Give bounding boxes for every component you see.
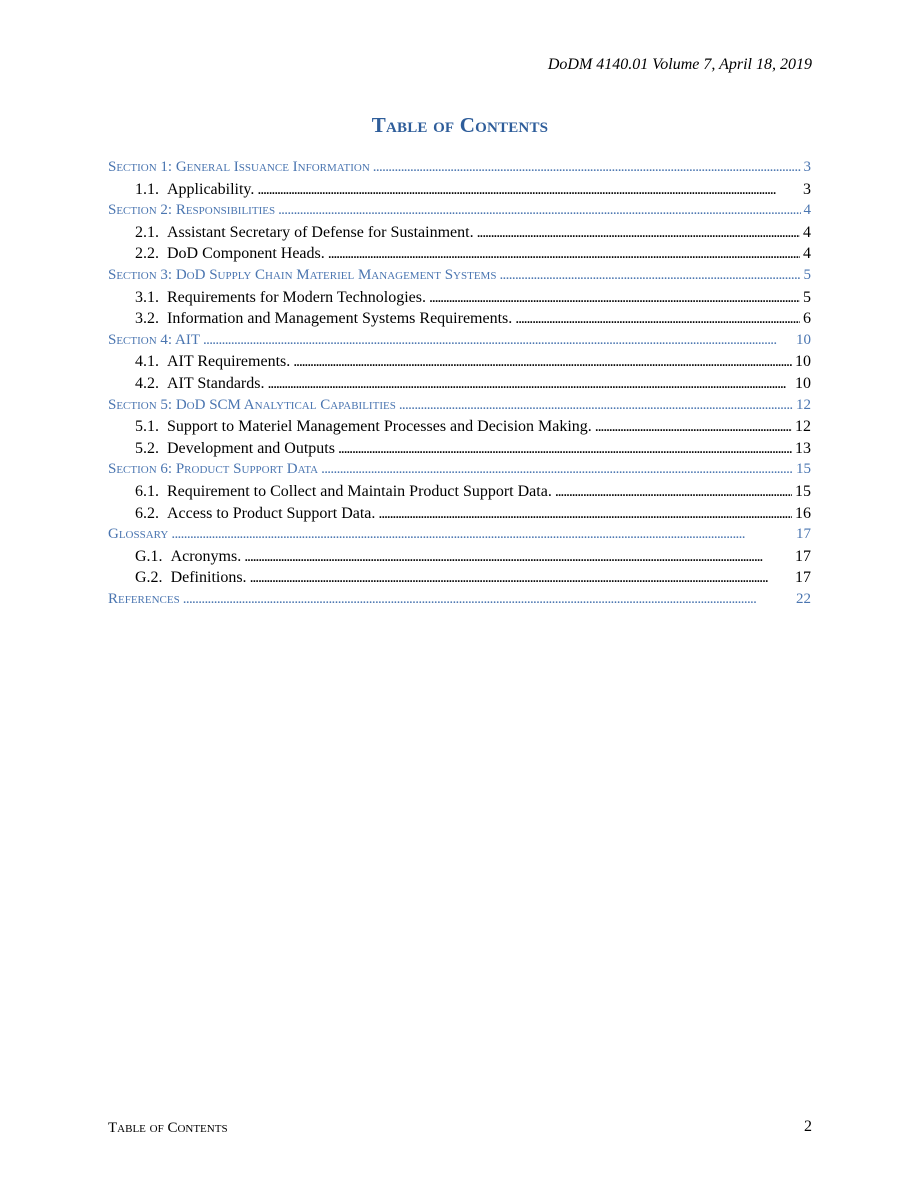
toc-subsection-link[interactable] [108, 546, 811, 568]
toc-entry-label: Support to Materiel Management Processes and Decision Making. [167, 418, 592, 436]
dot-leader [293, 351, 792, 373]
toc-entry-label: Section 3: DoD Supply Chain Materiel Management Systems [108, 266, 497, 283]
toc-entry-number: 4.1. [135, 353, 159, 371]
toc-entry-page: 22 [796, 590, 811, 607]
toc-subsection-link[interactable] [108, 179, 811, 201]
toc-entry-label: Access to Product Support Data. [167, 504, 376, 522]
dot-leader [477, 222, 800, 244]
footer-section-name: Table of Contents [108, 1120, 228, 1136]
toc-entry-label: Glossary [108, 526, 169, 543]
toc-entry-number: 5.1. [135, 418, 159, 436]
toc-section-link[interactable] [108, 589, 811, 611]
toc-entry-page: 17 [796, 526, 811, 543]
dot-leader [328, 243, 800, 265]
toc-entry-page: 17 [795, 569, 811, 587]
toc-section-link[interactable] [108, 200, 811, 222]
toc-entry-page: 16 [795, 504, 811, 522]
running-header: DoDM 4140.01 Volume 7, April 18, 2019 [547, 56, 812, 73]
toc-subsection-link[interactable] [108, 222, 811, 244]
dot-leader [250, 567, 792, 589]
toc-subsection-link[interactable] [108, 373, 811, 395]
table-of-contents [108, 157, 811, 610]
toc-entry-page: 4 [803, 223, 811, 241]
toc-entry-page: 12 [796, 396, 811, 413]
toc-entry-page: 15 [796, 461, 811, 478]
toc-entry-label: Requirement to Collect and Maintain Product Support Data. [167, 482, 552, 500]
dot-leader [267, 373, 792, 395]
toc-subsection-link[interactable] [108, 567, 811, 589]
dot-leader [515, 308, 800, 330]
toc-subsection-link[interactable] [108, 416, 811, 438]
toc-entry-page: 6 [803, 310, 811, 328]
toc-entry-page: 10 [795, 353, 811, 371]
dot-leader [244, 546, 792, 568]
toc-subsection-link[interactable] [108, 438, 811, 460]
toc-entry-label: Section 5: DoD SCM Analytical Capabilities [108, 396, 396, 413]
toc-entry-page: 13 [795, 439, 811, 457]
toc-entry-label: Requirements for Modern Technologies. [167, 288, 426, 306]
toc-entry-label: Section 4: AIT [108, 331, 200, 348]
toc-subsection-link[interactable] [108, 308, 811, 330]
toc-entry-page: 15 [795, 482, 811, 500]
toc-entry-number: 3.2. [135, 310, 159, 328]
toc-entry-page: 4 [803, 202, 811, 219]
toc-subsection-link[interactable] [108, 287, 811, 309]
toc-subsection-link[interactable] [108, 481, 811, 503]
toc-section-link[interactable] [108, 395, 811, 417]
toc-section-link[interactable] [108, 524, 811, 546]
dot-leader [278, 200, 800, 222]
toc-entry-number: G.2. [135, 569, 163, 587]
toc-section-link[interactable] [108, 265, 811, 287]
toc-entry-label: Information and Management Systems Requirements. [167, 310, 513, 328]
dot-leader [338, 438, 792, 460]
toc-section-link[interactable] [108, 459, 811, 481]
toc-entry-label: Applicability. [167, 180, 255, 198]
toc-entry-page: 12 [795, 418, 811, 436]
toc-entry-page: 5 [803, 288, 811, 306]
toc-title: Table of Contents [371, 113, 549, 137]
toc-entry-number: 4.2. [135, 374, 159, 392]
dot-leader [203, 330, 793, 352]
toc-entry-number: 3.1. [135, 288, 159, 306]
toc-entry-label: Section 1: General Issuance Information [108, 159, 370, 175]
toc-subsection-link[interactable] [108, 351, 811, 373]
toc-entry-label: DoD Component Heads. [167, 245, 325, 263]
dot-leader [373, 157, 801, 179]
toc-entry-label: Section 6: Product Support Data [108, 461, 319, 478]
dot-leader [499, 265, 800, 287]
toc-entry-page: 4 [803, 245, 811, 263]
toc-entry-page: 10 [795, 374, 811, 392]
toc-entry-number: 1.1. [135, 180, 159, 198]
dot-leader [429, 287, 800, 309]
toc-entry-number: 2.2. [135, 245, 159, 263]
dot-leader [399, 395, 793, 417]
toc-entry-number: G.1. [135, 547, 163, 565]
dot-leader [321, 459, 793, 481]
toc-entry-page: 17 [795, 547, 811, 565]
toc-entry-page: 3 [803, 159, 811, 175]
toc-entry-number: 5.2. [135, 439, 159, 457]
dot-leader [171, 524, 793, 546]
dot-leader [595, 416, 792, 438]
toc-entry-label: Definitions. [170, 569, 247, 587]
dot-leader [555, 481, 792, 503]
toc-entry-number: 6.2. [135, 504, 159, 522]
toc-entry-label: Development and Outputs [167, 439, 335, 457]
toc-entry-label: AIT Standards. [167, 374, 265, 392]
toc-entry-label: Section 2: Responsibilities [108, 202, 276, 219]
dot-leader [378, 503, 792, 525]
toc-entry-label: References [108, 590, 180, 607]
toc-subsection-link[interactable] [108, 243, 811, 265]
dot-leader [257, 179, 800, 201]
dot-leader [183, 589, 793, 611]
footer-page-number: 2 [804, 1118, 812, 1135]
toc-entry-number: 6.1. [135, 482, 159, 500]
toc-entry-label: Assistant Secretary of Defense for Sustainment. [167, 223, 474, 241]
toc-entry-page: 10 [796, 331, 811, 348]
toc-entry-page: 3 [803, 180, 811, 198]
toc-section-link[interactable] [108, 157, 811, 179]
toc-subsection-link[interactable] [108, 503, 811, 525]
toc-entry-page: 5 [803, 266, 811, 283]
toc-entry-label: AIT Requirements. [167, 353, 291, 371]
toc-entry-number: 2.1. [135, 223, 159, 241]
toc-entry-label: Acronyms. [170, 547, 242, 565]
toc-section-link[interactable] [108, 330, 811, 352]
